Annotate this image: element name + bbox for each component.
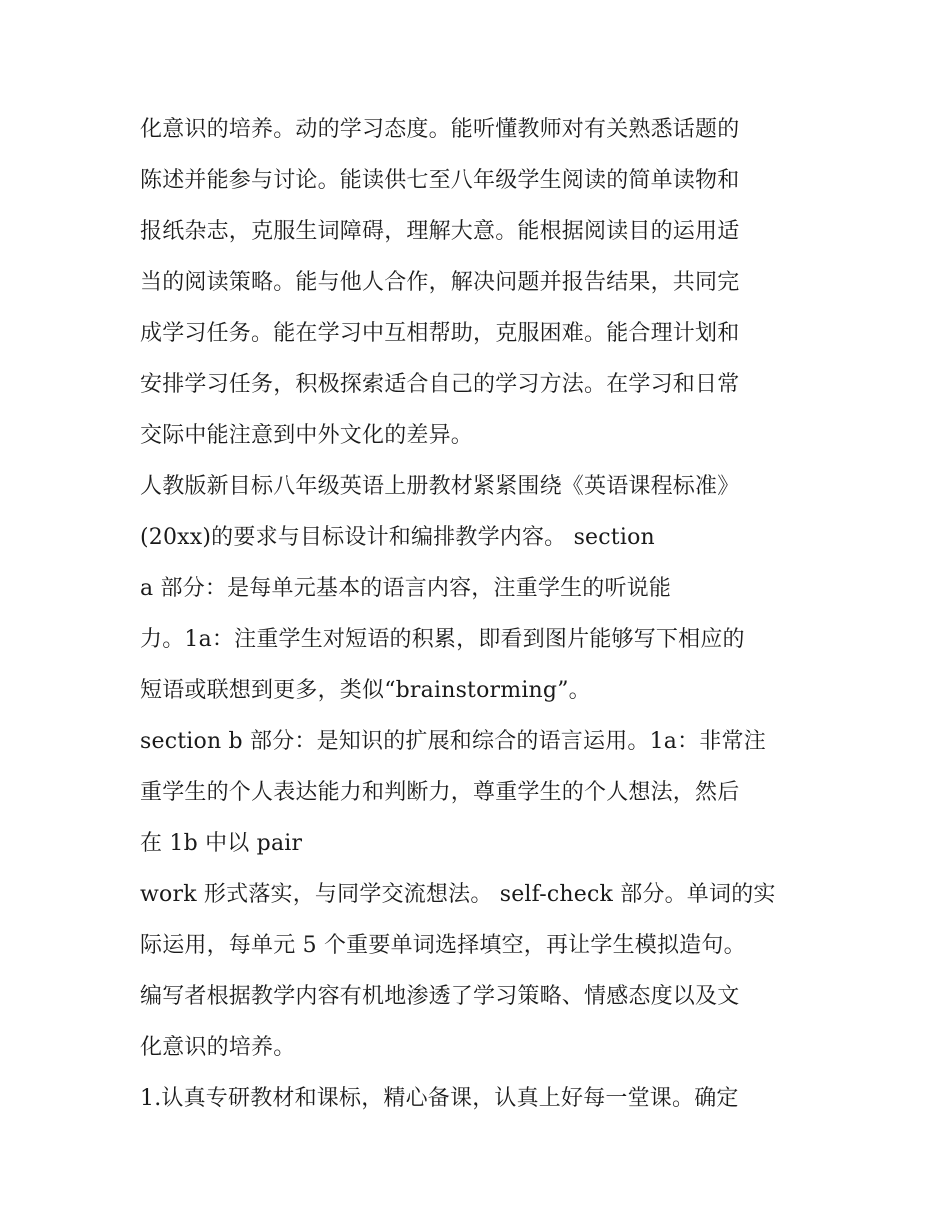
text-line: 化意识的培养。 [140, 1035, 296, 1060]
text-line: 力。1a：注重学生对短语的积累，即看到图片能够写下相应的 [140, 627, 745, 652]
text-line: 报纸杂志，克服生词障碍，理解大意。能根据阅读目的运用适 [140, 219, 740, 244]
text-line: work 形式落实，与同学交流想法。 self-check 部分。单词的实 [140, 882, 776, 907]
text-line: 重学生的个人表达能力和判断力，尊重学生的个人想法，然后 [140, 780, 740, 805]
text-line: 短语或联想到更多，类似“brainstorming”。 [140, 678, 591, 703]
text-line: 成学习任务。能在学习中互相帮助，克服困难。能合理计划和 [140, 321, 740, 346]
text-line: 安排学习任务，积极探索适合自己的学习方法。在学习和日常 [140, 372, 740, 397]
text-line: 1.认真专研教材和课标，精心备课，认真上好每一堂课。确定 [140, 1086, 739, 1111]
text-line: 编写者根据教学内容有机地渗透了学习策略、情感态度以及文 [140, 984, 740, 1009]
text-line: a 部分：是每单元基本的语言内容，注重学生的听说能 [140, 576, 672, 601]
text-line: 际运用，每单元 5 个重要单词选择填空，再让学生模拟造句。 [140, 933, 746, 958]
text-line: section b 部分：是知识的扩展和综合的语言运用。1a：非常注 [140, 729, 766, 754]
text-line: 人教版新目标八年级英语上册教材紧紧围绕《英语课程标准》 [140, 474, 740, 499]
text-line: 陈述并能参与讨论。能读供七至八年级学生阅读的简单读物和 [140, 168, 740, 193]
document-body [140, 104, 820, 1124]
text-line: (20xx)的要求与目标设计和编排教学内容。 section [140, 525, 655, 550]
text-line: 在 1b 中以 pair [140, 831, 303, 856]
text-line: 当的阅读策略。能与他人合作，解决问题并报告结果，共同完 [140, 270, 740, 295]
text-line: 交际中能注意到中外文化的差异。 [140, 423, 474, 448]
text-line: 化意识的培养。动的学习态度。能听懂教师对有关熟悉话题的 [140, 117, 740, 142]
